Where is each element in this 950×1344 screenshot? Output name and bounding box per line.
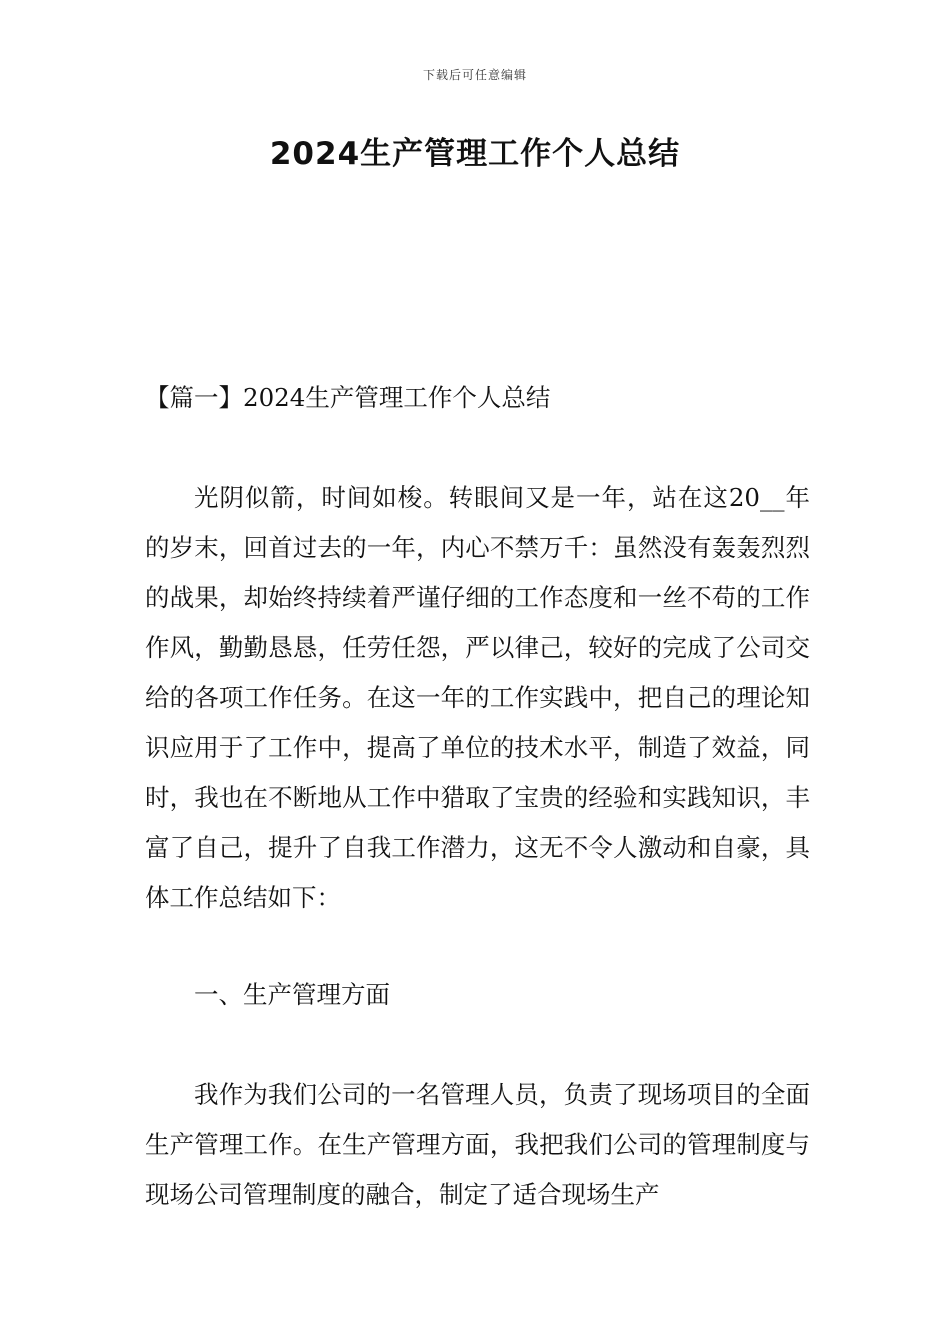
subheading-production-management: 一、生产管理方面 bbox=[194, 980, 390, 1009]
section-heading: 【篇一】2024生产管理工作个人总结 bbox=[145, 383, 551, 412]
paragraph-intro: 光阴似箭，时间如梭。转眼间又是一年，站在这20__年的岁末，回首过去的一年，内心不禁万千：虽然没有轰轰烈烈的战果，却始终持续着严谨仔细的工作态度和一丝不苟的工作作风，勤勤恳恳，任劳任怨，严以律己，较好的完成了公司交给的各项工作任务。在这一年的工作实践中，把自己的理论知识应用于了工作中，提高了单位的技术水平，制造了效益，同时，我也在不断地从工作中猎取了宝贵的经验和实践知识，丰富了自己，提升了自我工作潜力，这无不令人激动和自豪，具体工作总结如下： bbox=[145, 483, 810, 912]
paragraph-production-management: 我作为我们公司的一名管理人员，负责了现场项目的全面生产管理工作。在生产管理方面，我把我们公司的管理制度与现场公司管理制度的融合，制定了适合现场生产 bbox=[145, 1080, 810, 1209]
document-title: 2024生产管理工作个人总结 bbox=[269, 136, 681, 172]
header-note: 下载后可任意编辑 bbox=[422, 68, 527, 82]
